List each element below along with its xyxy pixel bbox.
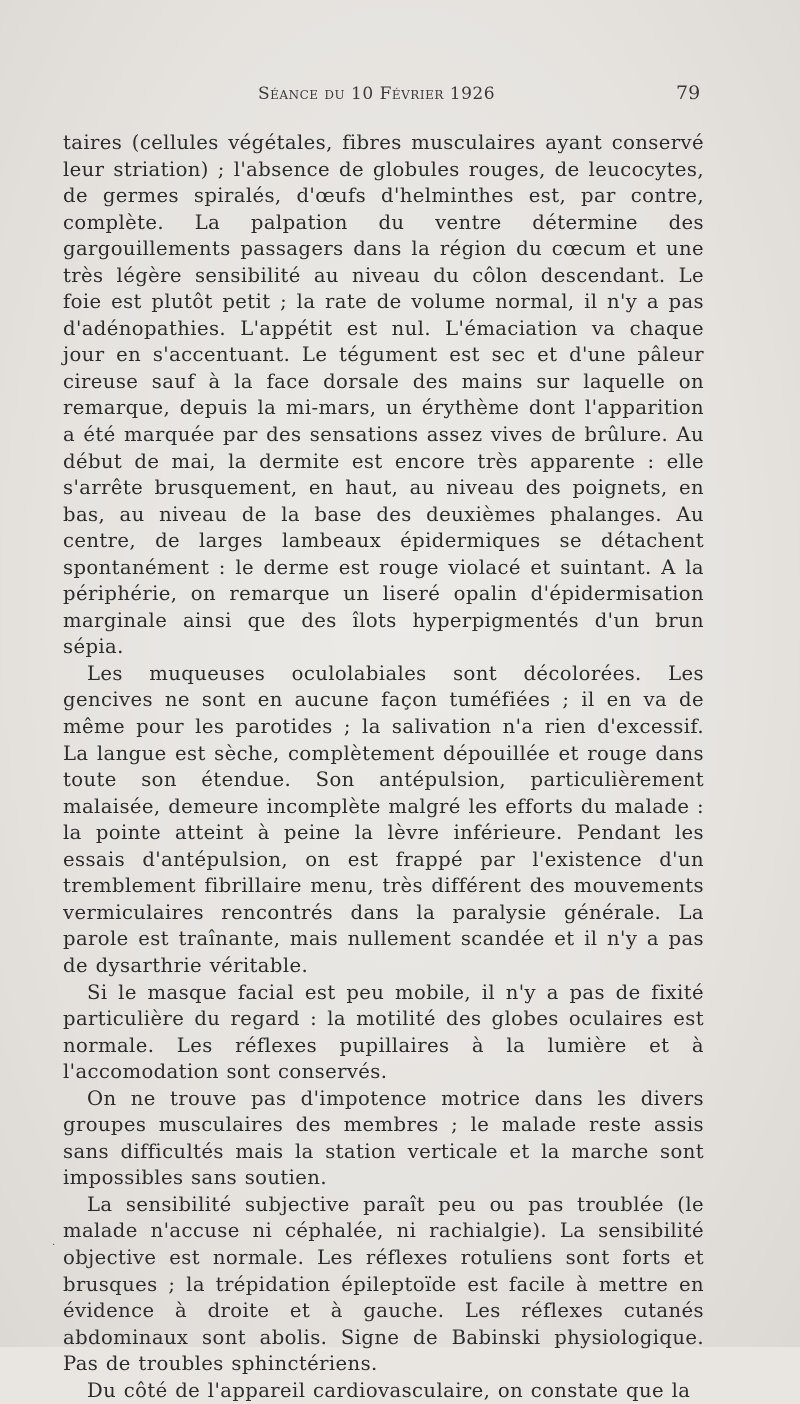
paragraph-sensibilite: La sensibilité subjective paraît peu ou pas troublée (le malade n'accuse ni céphalée, ni rachialgie). La sensibilité objective est normale. Les réflexes rotuliens sont forts et brusques ; la trépidation épileptoïde est facile à mettre en évidence à droite et à gauche. Les réflexes cutanés abdominaux sont abolis. Signe de Babinski physiologique. Pas de troubles sphinctériens.	[63, 1192, 704, 1376]
paragraph-impotence: On ne trouve pas d'impotence motrice dans les divers groupes musculaires des membres ; le malade reste assis sans difficultés mais la station verticale et la marche sont impossibles sans soutien.	[63, 1086, 704, 1190]
paragraph-continuation: taires (cellules végétales, fibres musculaires ayant conservé leur striation) ; l'absence de globules rouges, de leucocytes, de germes spiralés, d'œufs d'helminthes est, par contre, complète. La palpation du ventre détermine des gargouillements passagers dans la région du cœcum et une très légère sensibilité au niveau du côlon descendant. Le foie est plutôt petit ; la rate de volume normal, il n'y a pas d'adénopathies. L'appétit est nul. L'émaciation va chaque jour en s'accentuant. Le tégument est sec et d'une pâleur cireuse sauf à la face dorsale des mains sur laquelle on remarque, depuis la mi-mars, un érythème dont l'apparition a été marquée par des sensations assez vives de brûlure. Au début de mai, la dermite est encore très apparente : elle s'arrête brusquement, en haut, au niveau des poignets, en bas, au niveau de la base des deuxièmes phalanges. Au centre, de larges lambeaux épidermiques se détachent spontanément : le derme est rouge violacé et suintant. A la périphérie, on remarque un liseré opalin d'épidermisation marginale ainsi que des îlots hyperpigmentés d'un brun sépia.	[63, 131, 704, 659]
page-number: 79	[676, 82, 701, 104]
margin-speck: ·	[52, 1240, 56, 1251]
paragraph-muqueuses: Les muqueuses oculolabiales sont décolorées. Les gencives ne sont en aucune façon tuméfiées ; il en va de même pour les parotides ; la salivation n'a rien d'excessif. La langue est sèche, complètement dépouillée et rouge dans toute son étendue. Son antépulsion, particulièrement malaisée, demeure incomplète malgré les efforts du malade : la pointe atteint à peine la lèvre inférieure. Pendant les essais d'antépulsion, on est frappé par l'existence d'un tremblement fibrillaire menu, très différent des mouvements vermiculaires rencontrés dans la paralysie générale. La parole est traînante, mais nullement scandée et il n'y a pas de dysarthrie véritable.	[63, 661, 704, 977]
body-text	[63, 130, 704, 1404]
paragraph-masque-facial: Si le masque facial est peu mobile, il n'y a pas de fixité particulière du regard : la motilité des globes oculaires est normale. Les réflexes pupillaires à la lumière et à l'accomodation sont conservés.	[63, 980, 704, 1084]
paragraph-cardiovasculaire: Du côté de l'appareil cardiovasculaire, on constate que la	[87, 1378, 691, 1402]
running-head: Séance du 10 Février 1926	[258, 84, 496, 104]
